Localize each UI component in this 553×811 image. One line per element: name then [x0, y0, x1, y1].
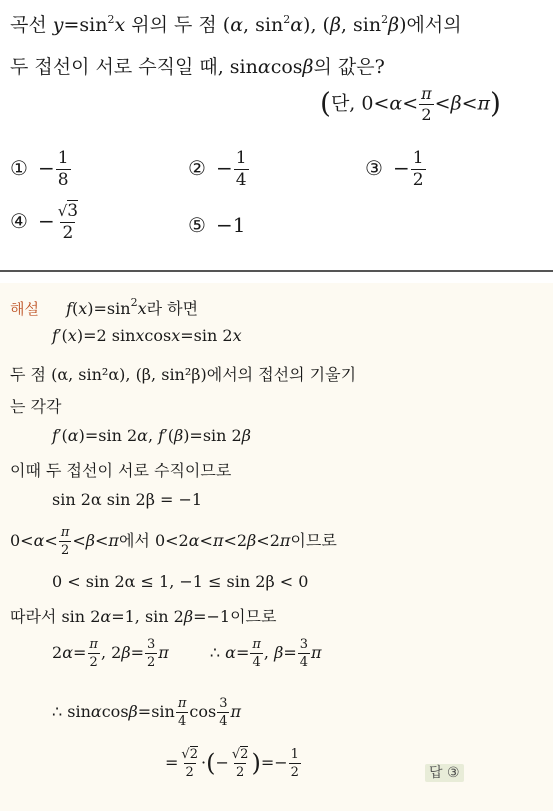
- choice-2[interactable]: ② − $\frac{1}{4}$: [188, 148, 247, 190]
- solution-line-3: 두 점 (α, sin²α), (β, sin²β)에서의 접선의 기울기: [10, 365, 357, 384]
- choice-marker: ③: [365, 156, 383, 180]
- question-condition: (단, 0<α< $\frac{\pi}{2}$ <β<π): [320, 84, 501, 124]
- solution-line-12: ∴ sinαcosβ=sin $\frac{\pi}{4}$ cos $\frac{3}{4}$ π: [52, 696, 241, 729]
- answer-badge: [425, 762, 464, 782]
- solution-text: 이므로: [230, 607, 277, 626]
- solution-line-11: 2α= $\frac{\pi}{2}$ , 2β= $\frac{3}{2}$ π ∴ α= $\frac{\pi}{4}$ , β= $\frac{3}{4}$ π: [52, 637, 322, 670]
- solution-line-2: f′(x)=2 sinxcosx=sin 2x: [52, 326, 242, 345]
- question-text: 의 값은?: [313, 56, 385, 78]
- solution-line-7: sin 2α sin 2β = −1: [52, 490, 203, 509]
- choice-marker: ④: [10, 209, 28, 233]
- choice-5[interactable]: ⑤ −1: [188, 213, 246, 237]
- choice-4[interactable]: ④ − $\frac{√3}{2}$: [10, 201, 79, 243]
- solution-text: 에서: [118, 531, 150, 550]
- solution-line-6: 이때 두 접선이 서로 수직이므로: [10, 461, 232, 480]
- solution-text: 라 하면: [146, 299, 199, 318]
- solution-label: 해설: [10, 300, 39, 318]
- choice-1[interactable]: ① − $\frac{1}{8}$: [10, 148, 69, 190]
- question-line-2: 두 접선이 서로 수직일 때, sinαcosβ의 값은?: [10, 56, 385, 78]
- condition-prefix: 단,: [330, 92, 362, 115]
- solution-line-1: 해설 $f(x)=\sin^2x$라 하면: [10, 296, 199, 318]
- solution-line-9: 0 < sin 2α ≤ 1, −1 ≤ sin 2β < 0: [52, 572, 309, 591]
- choice-marker: ①: [10, 156, 28, 180]
- question-text: 두 접선이 서로 수직일 때,: [10, 56, 230, 78]
- solution-line-8: 0<α< $\frac{\pi}{2}$ <β<π에서 0<2α<π<2β<2π이므로: [10, 525, 337, 558]
- solution-line-5: f′(α)=sin 2α, f′(β)=sin 2β: [52, 426, 251, 445]
- answer-label: 답 ③: [425, 764, 464, 782]
- choice-marker: ②: [188, 156, 206, 180]
- question-text: 곡선: [10, 14, 53, 36]
- choice-3[interactable]: ③ − $\frac{1}{2}$: [365, 148, 424, 190]
- choice-marker: ⑤: [188, 213, 206, 237]
- solution-text: 따라서: [10, 607, 62, 626]
- section-divider: [0, 270, 553, 272]
- question-line-1: 곡선 $y=\sin^2x$ 위의 두 점 (α, $\sin^2\alpha$), (β, $\sin^2\beta$)에서의: [10, 13, 462, 36]
- question-text: 에서의: [406, 14, 462, 36]
- solution-line-13: = $\frac{√2}{2}$ ·(− $\frac{√2}{2}$ )=− $\frac{1}{2}$: [165, 747, 299, 780]
- solution-line-10: 따라서 sin 2α=1, sin 2β=−1이므로: [10, 607, 277, 626]
- solution-line-4: 는 각각: [10, 397, 62, 416]
- question-text: 위의 두 점: [125, 14, 223, 36]
- solution-text: 이므로: [290, 531, 337, 550]
